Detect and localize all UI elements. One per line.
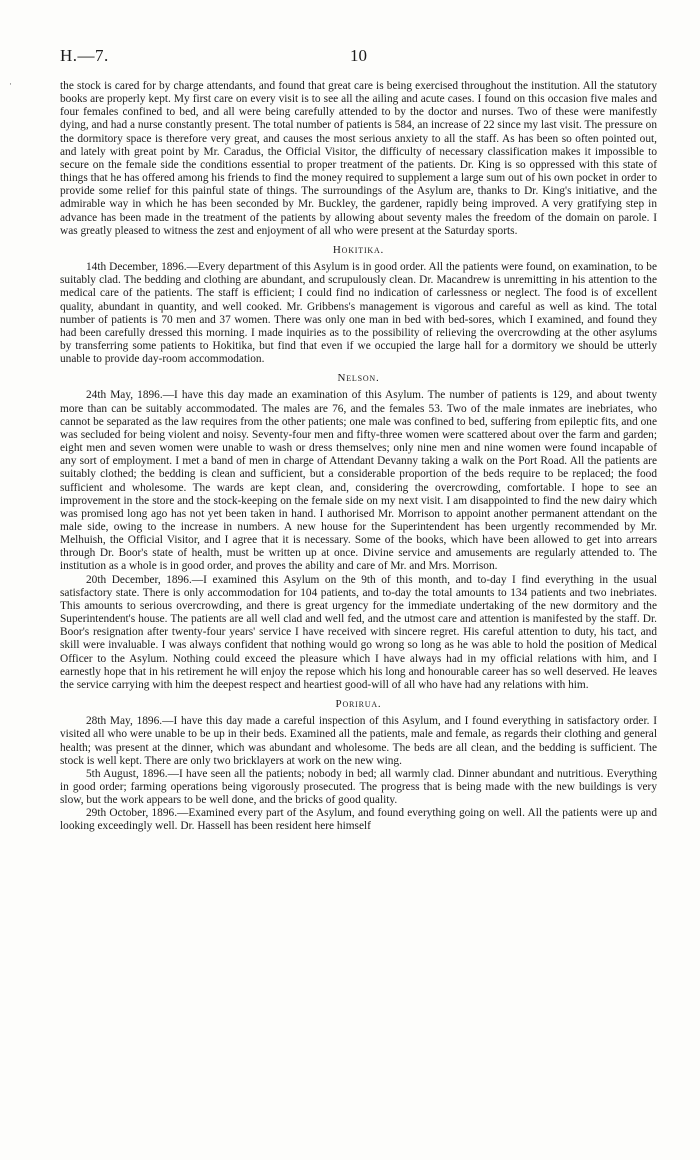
- margin-mark: ·: [9, 79, 12, 89]
- page-number: 10: [350, 46, 367, 65]
- document-reference: H.—7.: [60, 46, 109, 65]
- paragraph: 24th May, 1896.—I have this day made an examination of this Asylum. The number of patients is 129, and about twenty more than can be suitably accommodated. The males are 76, and the females 53. Two of the male inmates are inebriates, who cannot be separated as the law requires from the other patients; one male was confined to bed, suffering from epileptic fits, and one was secluded for being violent and noisy. Seventy-four men and fifty-three women were scattered about over the farm and garden; eight men and seven women were unable to wash or dress themselves; only nine men and nine women were found incapable of any sort of employment. I met a band of men in charge of Attendant Devanny taking a walk on the Port Road. All the patients are suitably clothed; the bedding is clean and sufficient, but a considerable proportion of the beds require to be replaced; the food sufficient and wholesome. The wards are kept clean, and, considering the overcrowding, comfortable. I hope to see an improvement in the store and the stock-keeping on the female side on my next visit. I am disappointed to find the new dairy which was promised long ago has not yet been taken in hand. I authorised Mr. Morrison to appoint another permanent attendant on the male side, owing to the increase in numbers. A new house for the Superintendent has been urgently recommended by Mr. Melhuish, the Official Visitor, and I agree that it is necessary. Some of the books, which have been allowed to get into arrears through Dr. Boor's state of health, must be written up at once. Divine service and amusements are regularly attended to. The institution as a whole is in good order, and proves the ability and care of Mr. and Mrs. Morrison.: [60, 389, 657, 573]
- paragraph: 28th May, 1896.—I have this day made a careful inspection of this Asylum, and I found everything in satisfactory order. I visited all who were unable to be up in their beds. Examined all the patients, male and female, as regards their clothing and general health; was present at the dinner, which was abundant and wholesome. The beds are all clean, and the bedding is sufficient. The stock is well kept. There are only two bricklayers at work on the new wing.: [60, 715, 657, 767]
- section-continuation: [60, 80, 657, 238]
- paragraph: 20th December, 1896.—I examined this Asylum on the 9th of this month, and to-day I find everything in the usual satisfactory state. There is only accommodation for 104 patients, and to-day the total amounts to 134 patients and two inebriates. This amounts to serious overcrowding, and there is great urgency for the immediate undertaking of the new dormitory and the Superintendent's house. The patients are all well clad and well fed, and the utmost care and attention is manifested by the staff. Dr. Boor's resignation after twenty-four years' service I have received with sincere regret. His careful attention to duty, his tact, and skill were invaluable. I was always confident that nothing would go wrong so long as he was able to hold the position of Medical Officer to the Asylum. Nothing could exceed the pleasure which I have always had in my official relations with him, and I earnestly hope that in his retirement he will enjoy the repose which his long and honourable career has so well deserved. He leaves the service carrying with him the deepest respect and heartiest good-will of all who have had any relations with him.: [60, 573, 657, 691]
- page-header: [60, 46, 657, 68]
- section-porirua: [60, 698, 657, 834]
- paragraph: the stock is cared for by charge attendants, and found that great care is being exercised throughout the institution. All the statutory books are properly kept. My first care on every visit is to see all the ailing and acute cases. I found on this occasion five males and four females confined to bed, and all were being carefully attended to by the doctor and nurses. Two of these were manifestly dying, and had a nurse constantly present. The total number of patients is 584, an increase of 22 since my last visit. The pressure on the dormitory space is therefore very great, and causes the most serious anxiety to all the staff. As has been so often pointed out, and lately with great point by Mr. Caradus, the Official Visitor, the difficulty of necessary classification makes it impossible to secure on the female side the conditions essential to proper treatment of the patients. Dr. King is so oppressed with this state of things that he has offered among his friends to find the money required to supplement a large sum out of his own pocket in order to provide some relief for this painful state of things. The surroundings of the Asylum are, thanks to Dr. King's initiative, and the admirable way in which he has been seconded by Mr. Buckley, the gardener, rapidly being improved. A very gratifying step in advance has been made in the treatment of the patients by allowing about seventy males the freedom of the domain on parole. I was greatly pleased to witness the zest and enjoyment of all who were present at the Saturday sports.: [60, 80, 657, 237]
- paragraph: 14th December, 1896.—Every department of this Asylum is in good order. All the patients were found, on examination, to be suitably clad. The bedding and clothing are abundant, and scrupulously clean. Dr. Macandrew is unremitting in his attention to the medical care of the patients. The staff is efficient; I could find no indication of carlessness or neglect. The food is of excellent quality, abundant in quantity, and well cooked. Mr. Gribbens's management is vigorous and careful as well as kind. The total number of patients is 70 men and 37 women. There was only one man in bed with bed-sores, which I examined, and found they had been carefully dressed this morning. I made inquiries as to the possibility of relieving the overcrowding at the other asylums by transferring some patients to Hokitika, but find that even if we occupied the large hall for a dormitory we should be utterly unable to provide day-room accommodation.: [60, 261, 657, 366]
- section-heading: Hokitika.: [332, 243, 385, 256]
- section-heading: Porirua.: [335, 698, 382, 711]
- paragraph: 5th August, 1896.—I have seen all the patients; nobody in bed; all warmly clad. Dinner abundant and nutritious. Everything in good order; farming operations being vigorously prosecuted. The progress that is being made with the new buildings is very slow, but the work appears to be well done, and the bricks of good quality.: [60, 767, 657, 807]
- section-nelson: [60, 372, 657, 692]
- section-hokitika: [60, 244, 657, 366]
- document-body: [60, 80, 657, 834]
- paragraph: 29th October, 1896.—Examined every part of the Asylum, and found everything going on well. All the patients were up and looking exceedingly well. Dr. Hassell has been resident here himself: [60, 807, 657, 833]
- section-heading: Nelson.: [337, 372, 380, 385]
